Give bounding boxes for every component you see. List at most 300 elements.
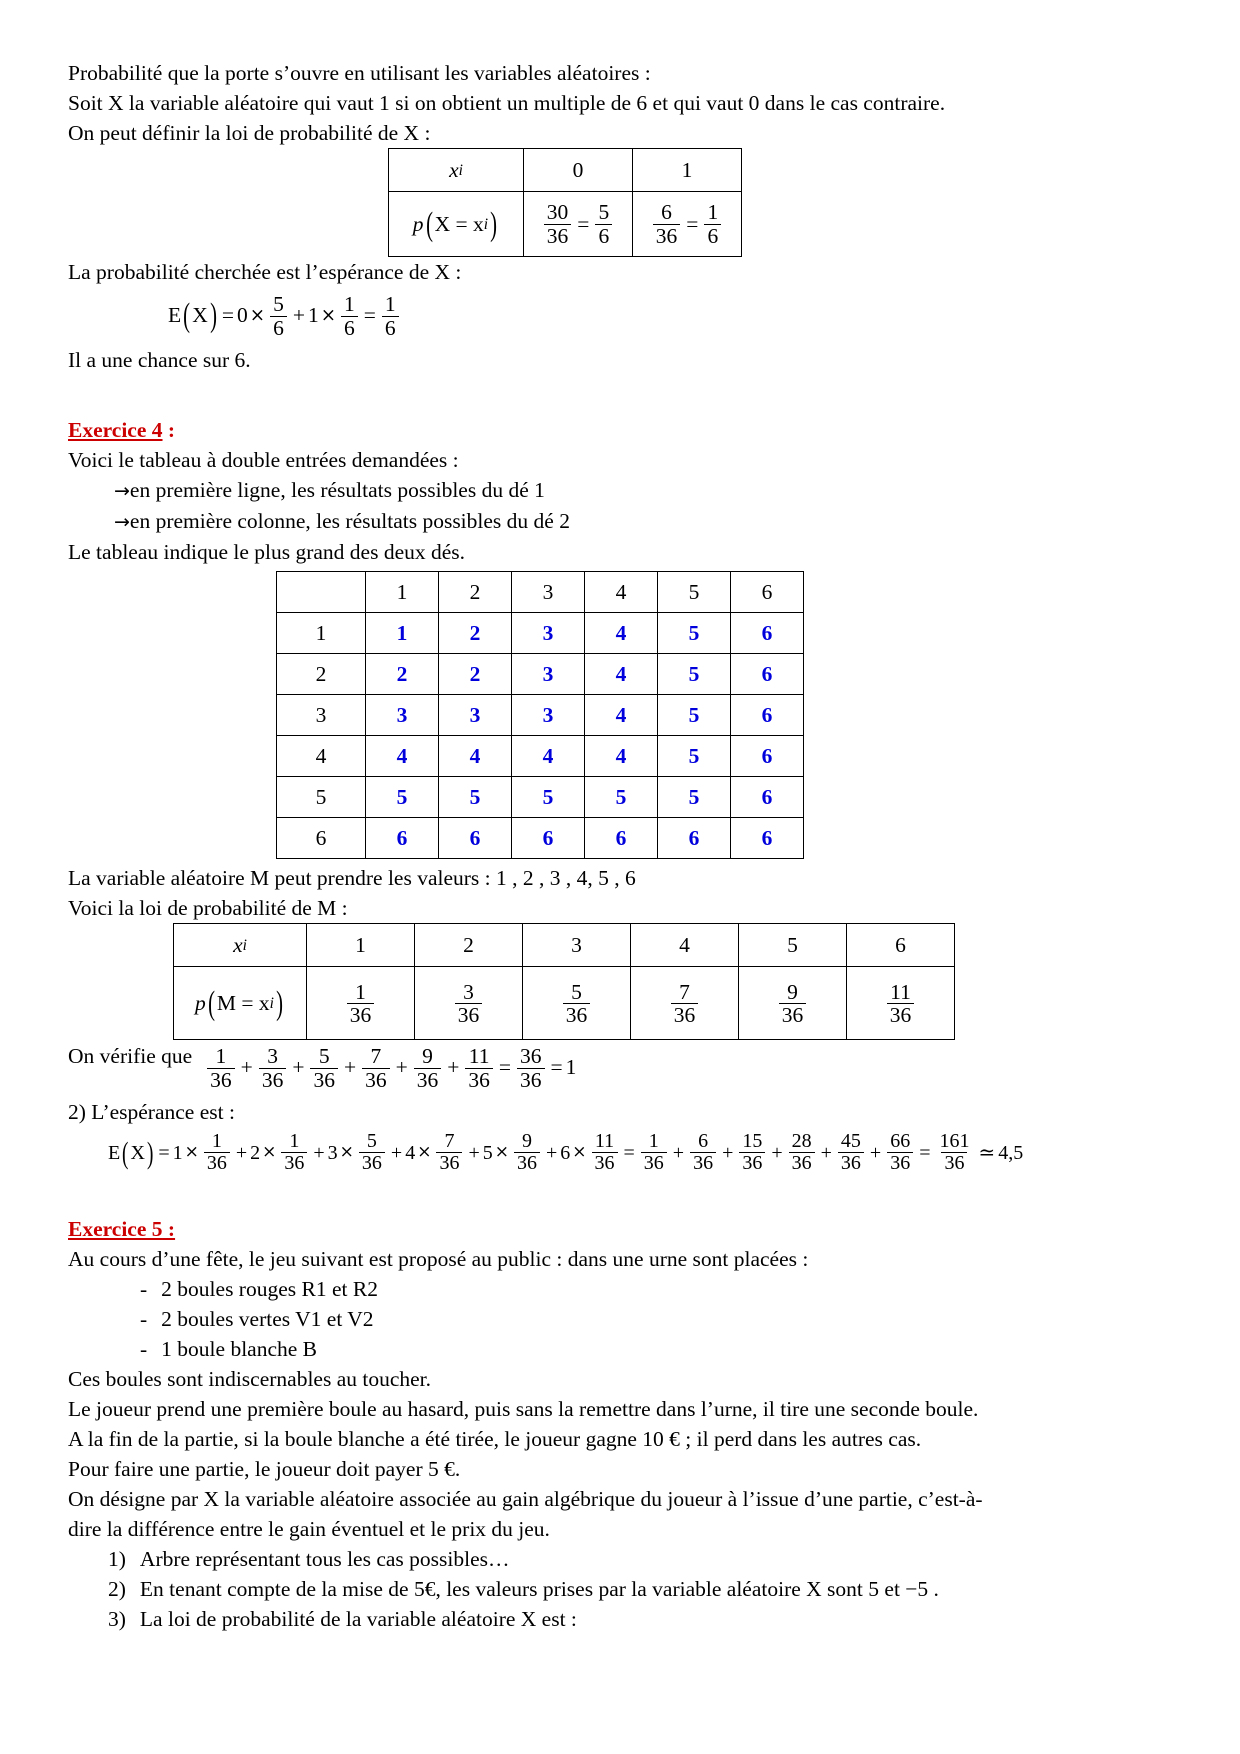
- prob-value-0: [524, 192, 633, 257]
- table-row: [277, 613, 804, 654]
- dash-marker: -: [140, 1277, 148, 1302]
- right-paren: ): [276, 984, 283, 1022]
- cell: 6: [366, 818, 439, 859]
- intro-line-3: On peut définir la loi de probabilité de X :: [68, 121, 431, 145]
- denominator: 36: [739, 1152, 765, 1174]
- m-value-5: 5: [739, 924, 847, 967]
- cell: 4: [585, 654, 658, 695]
- plus-sign: +: [820, 1141, 832, 1164]
- cell: 6: [512, 818, 585, 859]
- fraction: [779, 981, 807, 1027]
- numerator: 1: [215, 1044, 227, 1069]
- item-number: 3): [108, 1607, 126, 1632]
- exercice5-line-4: A la fin de la partie, si la boule blanche a été tirée, le joueur gagne 10 € ; il perd dans les autres cas.: [68, 1427, 922, 1452]
- m-prob-2: [415, 967, 523, 1040]
- denominator: 36: [653, 224, 681, 248]
- item-text: En tenant compte de la mise de 5€, les valeurs prises par la variable aléatoire X sont 5 et −5 .: [139, 1577, 939, 1602]
- denominator: 36: [465, 1068, 493, 1092]
- plus-sign: +: [869, 1141, 882, 1164]
- exercice-5-title: Exercice 5: [68, 1217, 163, 1242]
- item-text: 2 boules vertes V1 et V2: [161, 1307, 374, 1332]
- exercice5-line-7: dire la différence entre le gain éventuel et le prix du jeu.: [68, 1517, 550, 1542]
- cell: 6: [439, 818, 512, 859]
- law-x-table-wrap: [68, 148, 1078, 257]
- multiply-icon: ×: [184, 1142, 199, 1163]
- multiply-icon: ×: [494, 1142, 509, 1163]
- esperance-x-equation: [68, 287, 1078, 345]
- m-prob-6: [847, 967, 955, 1040]
- equals-sign: =: [158, 1141, 170, 1164]
- fraction: [414, 1045, 442, 1091]
- row-header-4: 4: [277, 736, 366, 777]
- numerator: 11: [468, 1044, 490, 1069]
- fraction: [563, 981, 591, 1027]
- approx-sign: ≃: [978, 1141, 996, 1164]
- prob-body: X = x: [434, 211, 484, 236]
- x-symbol: x: [449, 157, 459, 182]
- fraction: [259, 1045, 287, 1091]
- cell: 4: [366, 736, 439, 777]
- col-header-3: 3: [512, 572, 585, 613]
- fraction: [887, 1131, 913, 1174]
- coefficient: 5: [482, 1141, 493, 1164]
- row-header-5: 5: [277, 777, 366, 818]
- plus-sign: +: [468, 1141, 480, 1164]
- verification-line: [68, 1040, 1078, 1091]
- numerator: 6: [698, 1130, 709, 1153]
- exercice5-line-6: On désigne par X la variable aléatoire associée au gain algébrique du joueur à l’issue d’une partie, c’est-à-: [68, 1487, 983, 1512]
- table-row: [277, 654, 804, 695]
- item-text: 2 boules rouges R1 et R2: [161, 1277, 378, 1302]
- cell: 6: [658, 818, 731, 859]
- cell: 5: [512, 777, 585, 818]
- denominator: 36: [359, 1152, 385, 1174]
- coefficient: 0: [237, 303, 248, 328]
- plus-sign: +: [672, 1141, 685, 1164]
- plus-sign: +: [343, 1055, 357, 1080]
- denominator: 36: [455, 1003, 483, 1027]
- fraction: [653, 201, 681, 247]
- dice-double-entry-table: [276, 571, 804, 859]
- fraction: [382, 293, 399, 339]
- multiply-icon: ×: [572, 1142, 587, 1163]
- numerator: 7: [370, 1044, 382, 1069]
- denominator: 36: [517, 1068, 545, 1092]
- plus-sign: +: [771, 1141, 783, 1164]
- numerator: 7: [444, 1130, 455, 1153]
- exercice5-line-1: Au cours d’une fête, le jeu suivant est proposé au public : dans une urne sont placées :: [68, 1247, 809, 1272]
- numerator: 15: [742, 1130, 763, 1153]
- item-text: Arbre représentant tous les cas possibles…: [139, 1547, 510, 1572]
- cell: 5: [658, 736, 731, 777]
- denominator: 36: [592, 1152, 618, 1174]
- cell: 6: [731, 736, 804, 777]
- item-number: 2): [108, 1577, 126, 1602]
- exercice5-line-2: Ces boules sont indiscernables au toucher.: [68, 1367, 432, 1392]
- plus-sign: +: [395, 1055, 408, 1080]
- fraction: [465, 1045, 493, 1091]
- cell: 6: [731, 613, 804, 654]
- denominator: 36: [514, 1152, 540, 1174]
- table-row: [174, 924, 955, 967]
- numerator: 9: [521, 1130, 532, 1153]
- p-symbol: p: [195, 990, 206, 1015]
- right-paren: ): [209, 297, 217, 335]
- dice-table-wrap: [68, 567, 1078, 859]
- random-variable: X: [130, 1141, 145, 1164]
- fraction: [887, 981, 915, 1027]
- exercice-4-colon: :: [162, 418, 176, 443]
- denominator: 36: [789, 1152, 815, 1174]
- denominator: 36: [259, 1068, 287, 1092]
- denominator: 36: [204, 1152, 230, 1174]
- corner-cell: [277, 572, 366, 613]
- coefficient: 3: [327, 1141, 338, 1164]
- left-paren: (: [183, 297, 191, 335]
- multiply-icon: ×: [339, 1142, 354, 1163]
- table-row: [277, 736, 804, 777]
- cell: 3: [512, 613, 585, 654]
- multiply-icon: ×: [249, 304, 266, 326]
- random-variable: X: [192, 303, 208, 328]
- cell: 2: [366, 654, 439, 695]
- numerator: 1: [648, 1130, 659, 1153]
- cell: 4: [512, 736, 585, 777]
- x-i-header: [389, 149, 524, 192]
- prob-value-1: [633, 192, 742, 257]
- table-row: [174, 967, 955, 1040]
- item-text: La loi de probabilité de la variable aléatoire X est :: [139, 1607, 577, 1632]
- numerator: 11: [890, 979, 911, 1004]
- numerator: 5: [273, 292, 284, 316]
- plus-sign: +: [240, 1055, 253, 1080]
- x-subscript: i: [242, 936, 247, 954]
- plus-sign: +: [447, 1055, 460, 1080]
- exercice4-bullet-2: [68, 506, 1078, 537]
- item-number: 1): [108, 1547, 126, 1572]
- numerator: 3: [463, 979, 474, 1004]
- coefficient: 1: [307, 303, 319, 328]
- cell: 6: [731, 777, 804, 818]
- equals-sign: =: [577, 211, 590, 236]
- table-row: [277, 695, 804, 736]
- law-of-x-table: [388, 148, 742, 257]
- exercice4-line-1: Voici le tableau à double entrées demandées :: [68, 448, 459, 473]
- table-row: [277, 818, 804, 859]
- cell: 5: [439, 777, 512, 818]
- denominator: 36: [436, 1152, 462, 1174]
- fraction: [362, 1045, 390, 1091]
- denominator: 36: [310, 1068, 338, 1092]
- esperance-intro: La probabilité cherchée est l’espérance de X :: [68, 260, 462, 284]
- row-header-2: 2: [277, 654, 366, 695]
- equals-sign: =: [363, 303, 376, 328]
- fraction: [704, 201, 721, 247]
- col-header-2: 2: [439, 572, 512, 613]
- multiply-icon: ×: [417, 1142, 432, 1163]
- row-header-3: 3: [277, 695, 366, 736]
- right-paren: ): [490, 205, 498, 243]
- cell: 5: [585, 777, 658, 818]
- esperance-m-intro: 2) L’espérance est :: [68, 1100, 235, 1125]
- numerator: 28: [791, 1130, 812, 1153]
- m-prob-1: [307, 967, 415, 1040]
- verification-prefix: On vérifie que: [68, 1044, 193, 1069]
- exercice5-numbered-1: [68, 1544, 1078, 1574]
- cell: 6: [731, 654, 804, 695]
- numerator: 161: [939, 1130, 970, 1153]
- denominator: 36: [281, 1152, 307, 1174]
- x-subscript: i: [458, 161, 463, 179]
- fraction: [690, 1131, 716, 1174]
- denominator: 36: [690, 1152, 716, 1174]
- denominator: 36: [671, 1003, 699, 1027]
- document-body: [68, 58, 1078, 1634]
- esperance-m-equation: [68, 1127, 1078, 1174]
- exercice4-line-2: Le tableau indique le plus grand des deux dés.: [68, 540, 466, 565]
- plus-sign: +: [390, 1141, 403, 1164]
- equals-sign: =: [498, 1055, 512, 1080]
- equals-sign: =: [550, 1055, 563, 1080]
- numerator: 30: [546, 200, 569, 225]
- coefficient: 1: [172, 1141, 183, 1164]
- numerator: 5: [571, 979, 582, 1004]
- plus-sign: +: [545, 1141, 558, 1164]
- fraction: [936, 1131, 972, 1174]
- exercice-4-heading: [68, 415, 1078, 445]
- bullet-1-text: en première ligne, les résultats possibles du dé 1: [129, 478, 545, 503]
- denominator: 36: [887, 1152, 913, 1174]
- col-header-4: 4: [585, 572, 658, 613]
- numerator: 11: [594, 1130, 615, 1153]
- fraction: [310, 1045, 338, 1091]
- prob-body: M = x: [216, 990, 270, 1015]
- prob-label-x: [389, 192, 524, 257]
- table-row: [277, 777, 804, 818]
- exercice-5-colon: :: [162, 1217, 176, 1242]
- denominator: 36: [941, 1152, 967, 1174]
- fraction: [436, 1131, 462, 1174]
- fraction: [789, 1131, 815, 1174]
- E-symbol: E: [108, 1141, 121, 1164]
- numerator: 1: [289, 1130, 300, 1153]
- cell: 4: [585, 736, 658, 777]
- x-value-1: 1: [633, 149, 742, 192]
- arrow-right-icon: →: [114, 480, 130, 503]
- row-header-1: 1: [277, 613, 366, 654]
- fraction: [517, 1045, 545, 1091]
- col-header-5: 5: [658, 572, 731, 613]
- m-prob-3: [523, 967, 631, 1040]
- denominator: 36: [207, 1068, 235, 1092]
- dash-marker: -: [140, 1337, 148, 1362]
- intro-line-2: Soit X la variable aléatoire qui vaut 1 si on obtient un multiple de 6 et qui vaut 0 dans le cas contraire.: [68, 91, 946, 115]
- numerator: 1: [384, 292, 396, 316]
- cell: 5: [658, 613, 731, 654]
- law-m-line-2: Voici la loi de probabilité de M :: [68, 896, 348, 921]
- numerator: 9: [787, 979, 798, 1004]
- exercice-5-heading: [68, 1214, 1078, 1244]
- m-value-4: 4: [631, 924, 739, 967]
- law-of-m-table: [173, 923, 955, 1040]
- p-symbol: p: [412, 211, 424, 236]
- multiply-icon: ×: [320, 304, 337, 326]
- table-row: [277, 572, 804, 613]
- fraction: [514, 1131, 540, 1174]
- denominator: 6: [270, 316, 287, 340]
- numerator: 1: [355, 979, 366, 1004]
- fraction: [838, 1131, 864, 1174]
- denominator: 6: [341, 316, 358, 340]
- cell: 2: [439, 613, 512, 654]
- prob-subscript: i: [269, 994, 274, 1012]
- fraction: [204, 1131, 230, 1174]
- multiply-icon: ×: [262, 1142, 277, 1163]
- col-header-6: 6: [731, 572, 804, 613]
- m-value-6: 6: [847, 924, 955, 967]
- item-text: 1 boule blanche B: [161, 1337, 318, 1362]
- numerator: 5: [366, 1130, 377, 1153]
- row-header-6: 6: [277, 818, 366, 859]
- denominator: 36: [362, 1068, 390, 1092]
- plus-sign: +: [292, 303, 305, 328]
- fraction: [207, 1045, 235, 1091]
- numerator: 1: [211, 1130, 222, 1153]
- dash-marker: -: [140, 1307, 148, 1332]
- denominator: 36: [641, 1152, 667, 1174]
- cell: 5: [658, 695, 731, 736]
- numerator: 36: [520, 1044, 542, 1069]
- fraction: [739, 1131, 765, 1174]
- cell: 4: [585, 695, 658, 736]
- m-prob-4: [631, 967, 739, 1040]
- fraction: [347, 981, 375, 1027]
- fraction: [281, 1131, 307, 1174]
- numerator: 1: [344, 292, 355, 316]
- numerator: 9: [422, 1044, 433, 1069]
- denominator: 6: [595, 224, 612, 248]
- plus-sign: +: [722, 1141, 734, 1164]
- spacer: [68, 1174, 1078, 1214]
- exercice5-item-3: [68, 1334, 1078, 1364]
- numerator: 7: [679, 979, 690, 1004]
- cell: 5: [658, 654, 731, 695]
- denominator: 36: [544, 224, 572, 248]
- prob-label-m: [174, 967, 307, 1040]
- table-row: [389, 192, 742, 257]
- fraction: [595, 201, 612, 247]
- denominator: 36: [347, 1003, 375, 1027]
- exercice5-numbered-3: [68, 1604, 1078, 1634]
- equals-sign: =: [221, 303, 234, 328]
- plus-sign: +: [313, 1141, 325, 1164]
- table-row: [389, 149, 742, 192]
- plus-sign: +: [235, 1141, 248, 1164]
- cell: 6: [731, 695, 804, 736]
- numerator: 3: [267, 1044, 278, 1069]
- numerator: 45: [840, 1130, 861, 1153]
- approx-value: 4,5: [998, 1141, 1024, 1164]
- numerator: 5: [598, 200, 610, 225]
- equals-sign: =: [686, 211, 699, 236]
- right-paren: ): [146, 1134, 154, 1170]
- denominator: 36: [563, 1003, 591, 1027]
- cell: 3: [366, 695, 439, 736]
- fraction: [641, 1131, 667, 1174]
- cell: 5: [658, 777, 731, 818]
- numerator: 66: [890, 1130, 911, 1153]
- denominator: 36: [887, 1003, 915, 1027]
- m-value-1: 1: [307, 924, 415, 967]
- cell: 3: [512, 654, 585, 695]
- coefficient: 2: [250, 1141, 261, 1164]
- plus-sign: +: [292, 1055, 305, 1080]
- fraction: [592, 1131, 618, 1174]
- left-paren: (: [207, 984, 215, 1022]
- denominator: 6: [382, 316, 399, 340]
- exercice-4-title: Exercice 4: [68, 418, 163, 443]
- cell: 1: [366, 613, 439, 654]
- fraction: [270, 293, 287, 339]
- numerator: 6: [661, 200, 672, 225]
- m-prob-5: [739, 967, 847, 1040]
- m-value-2: 2: [415, 924, 523, 967]
- arrow-right-icon: →: [114, 511, 130, 534]
- cell: 4: [439, 736, 512, 777]
- left-paren: (: [122, 1134, 129, 1170]
- intro-line-1: Probabilité que la porte s’ouvre en utilisant les variables aléatoires :: [68, 61, 651, 85]
- exercice5-item-1: [68, 1274, 1078, 1304]
- spacer: [68, 375, 1078, 415]
- E-symbol: E: [168, 303, 182, 328]
- fraction: [455, 981, 483, 1027]
- denominator: 36: [838, 1152, 864, 1174]
- esperance-conclusion: Il a une chance sur 6.: [68, 348, 251, 373]
- exercice5-line-3: Le joueur prend une première boule au hasard, puis sans la remettre dans l’urne, il tire une seconde boule.: [68, 1397, 979, 1422]
- m-value-3: 3: [523, 924, 631, 967]
- numerator: 5: [318, 1044, 330, 1069]
- fraction: [544, 201, 572, 247]
- bullet-2-text: en première colonne, les résultats possibles du dé 2: [129, 509, 570, 534]
- x-value-0: 0: [524, 149, 633, 192]
- fraction: [359, 1131, 385, 1174]
- equals-sign: =: [919, 1141, 931, 1164]
- x-symbol: x: [233, 932, 243, 957]
- exercice5-item-2: [68, 1304, 1078, 1334]
- fraction: [341, 293, 358, 339]
- x-i-header: [174, 924, 307, 967]
- col-header-1: 1: [366, 572, 439, 613]
- exercice5-line-5: Pour faire une partie, le joueur doit payer 5 €.: [68, 1457, 461, 1482]
- cell: 3: [439, 695, 512, 736]
- denominator: 36: [779, 1003, 807, 1027]
- law-m-line-1: La variable aléatoire M peut prendre les valeurs : 1 , 2 , 3 , 4, 5 , 6: [68, 866, 636, 891]
- denominator: 36: [414, 1068, 442, 1092]
- cell: 4: [585, 613, 658, 654]
- law-m-table-wrap: [68, 923, 1078, 1040]
- cell: 2: [439, 654, 512, 695]
- fraction: [671, 981, 699, 1027]
- cell: 3: [512, 695, 585, 736]
- exercice4-bullet-1: [68, 475, 1078, 506]
- cell: 6: [585, 818, 658, 859]
- coefficient: 6: [560, 1141, 571, 1164]
- coefficient: 4: [405, 1141, 416, 1164]
- equals-sign: =: [623, 1141, 635, 1164]
- cell: 5: [366, 777, 439, 818]
- exercice5-numbered-2: [68, 1574, 1078, 1604]
- left-paren: (: [425, 205, 433, 243]
